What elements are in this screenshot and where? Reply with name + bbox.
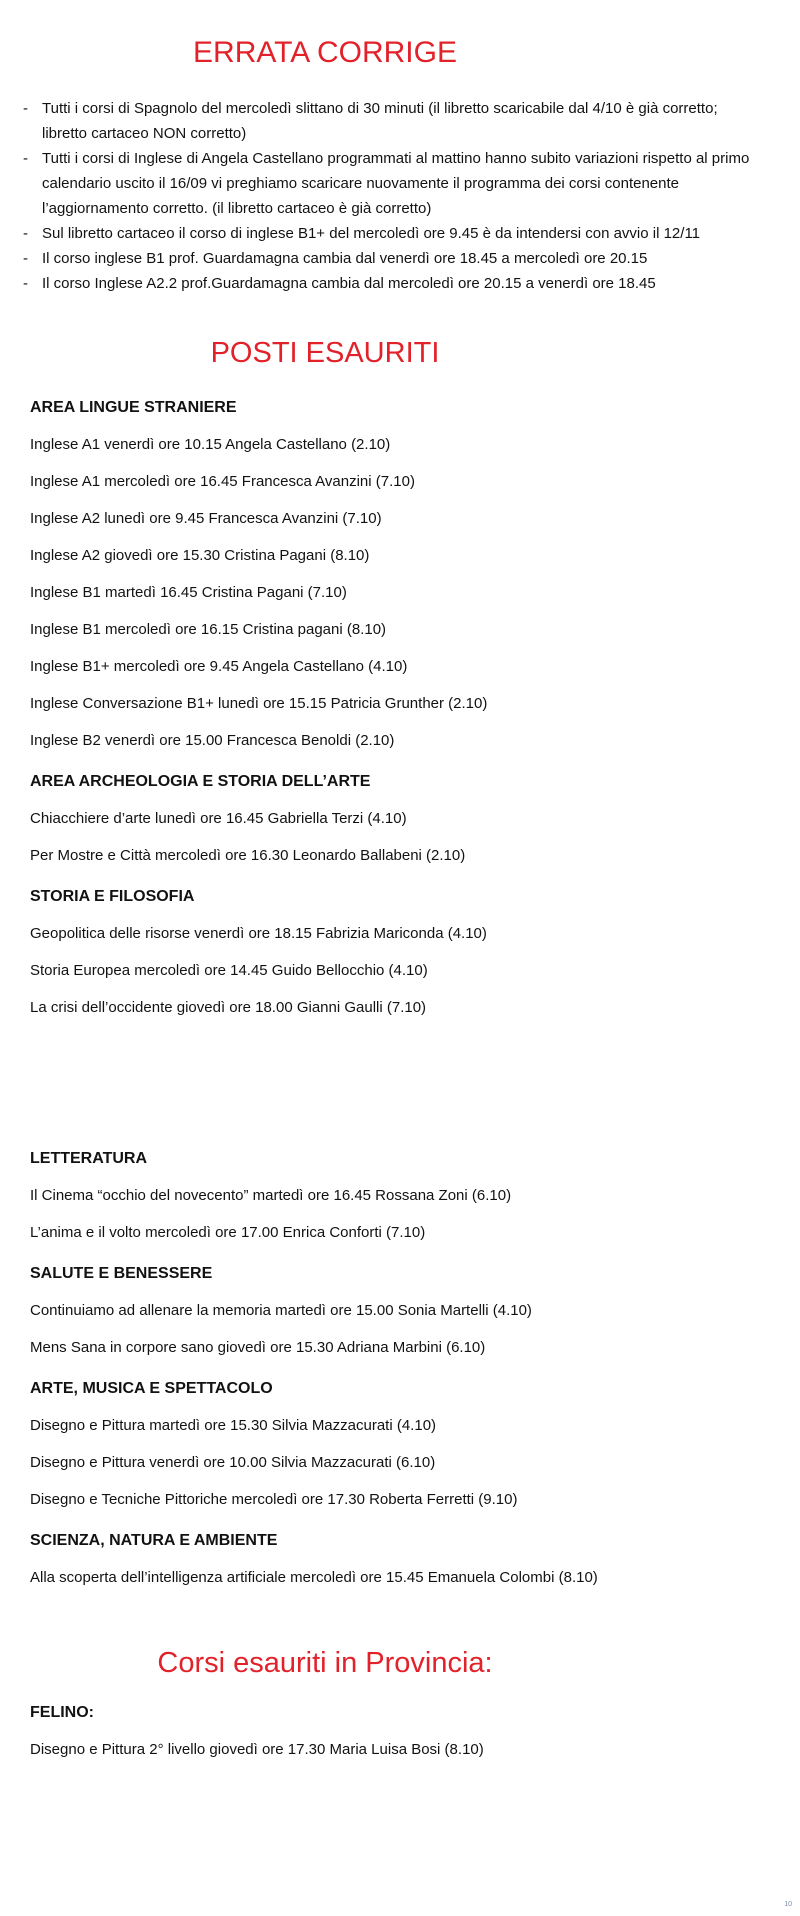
course-entry: Alla scoperta dell’intelligenza artificiale mercoledì ore 15.45 Emanuela Colombi (8.10)	[30, 1569, 598, 1586]
errata-list	[30, 96, 758, 296]
course-section-storia-filosofia	[30, 889, 770, 1016]
provincia-title: Corsi esauriti in Provincia:	[157, 1647, 493, 1679]
errata-item: - Tutti i corsi di Spagnolo del mercoledì slittano di 30 minuti (il libretto scaricabile dal 4/10 è già corretto; libretto cartaceo NON corretto)	[30, 96, 758, 146]
posti-esauriti-title: POSTI ESAURITI	[210, 337, 440, 369]
section-heading: AREA ARCHEOLOGIA E STORIA DELL’ARTE	[30, 773, 371, 790]
course-entry: Chiacchiere d’arte lunedì ore 16.45 Gabriella Terzi (4.10)	[30, 810, 407, 827]
section-heading: FELINO:	[30, 1704, 94, 1721]
course-entry: Inglese A2 lunedì ore 9.45 Francesca Avanzini (7.10)	[30, 510, 382, 527]
course-entry: Storia Europea mercoledì ore 14.45 Guido Bellocchio (4.10)	[30, 962, 428, 979]
course-entry: L’anima e il volto mercoledì ore 17.00 Enrica Conforti (7.10)	[30, 1224, 426, 1241]
section-heading: LETTERATURA	[30, 1150, 148, 1167]
errata-item: - Sul libretto cartaceo il corso di inglese B1+ del mercoledì ore 9.45 è da intendersi con avvio il 12/11	[30, 221, 758, 246]
errata-title: ERRATA CORRIGE	[193, 36, 457, 69]
posti-title-wrap	[30, 336, 620, 370]
course-entry: La crisi dell’occidente giovedì ore 18.00 Gianni Gaulli (7.10)	[30, 999, 427, 1016]
course-section-arte-musica	[30, 1381, 770, 1508]
page-number: 10	[784, 1901, 792, 1908]
course-entry: Inglese B1 martedì 16.45 Cristina Pagani (7.10)	[30, 584, 347, 601]
course-section-lingue	[30, 400, 770, 749]
course-entry: Inglese B2 venerdì ore 15.00 Francesca Benoldi (2.10)	[30, 732, 395, 749]
course-entry: Inglese A1 mercoledì ore 16.45 Francesca Avanzini (7.10)	[30, 473, 415, 490]
errata-title-wrap	[30, 36, 620, 70]
course-section-archeologia	[30, 774, 770, 864]
course-entry: Continuiamo ad allenare la memoria martedì ore 15.00 Sonia Martelli (4.10)	[30, 1302, 532, 1319]
section-heading: ARTE, MUSICA E SPETTACOLO	[30, 1380, 273, 1397]
course-entry: Disegno e Pittura martedì ore 15.30 Silvia Mazzacurati (4.10)	[30, 1417, 437, 1434]
course-section-felino	[30, 1705, 770, 1758]
errata-item: - Tutti i corsi di Inglese di Angela Castellano programmati al mattino hanno subito variazioni rispetto al primo calendario uscito il 16/09 vi preghiamo scaricare nuovamente il programma dei corsi contenente l’aggiornamento corretto. (il libretto cartaceo è già corretto)	[30, 146, 758, 221]
section-heading: SCIENZA, NATURA E AMBIENTE	[30, 1532, 278, 1549]
course-entry: Inglese B1+ mercoledì ore 9.45 Angela Castellano (4.10)	[30, 658, 408, 675]
course-entry: Per Mostre e Città mercoledì ore 16.30 Leonardo Ballabeni (2.10)	[30, 847, 466, 864]
course-entry: Il Cinema “occhio del novecento” martedì ore 16.45 Rossana Zoni (6.10)	[30, 1187, 512, 1204]
provincia-title-wrap	[30, 1646, 620, 1680]
course-entry: Inglese Conversazione B1+ lunedì ore 15.15 Patricia Grunther (2.10)	[30, 695, 488, 712]
section-heading: AREA LINGUE STRANIERE	[30, 399, 237, 416]
course-section-letteratura	[30, 1151, 770, 1241]
course-entry: Disegno e Tecniche Pittoriche mercoledì ore 17.30 Roberta Ferretti (9.10)	[30, 1491, 518, 1508]
course-entry: Mens Sana in corpore sano giovedì ore 15.30 Adriana Marbini (6.10)	[30, 1339, 486, 1356]
course-section-salute	[30, 1266, 770, 1356]
errata-item: - Il corso inglese B1 prof. Guardamagna cambia dal venerdì ore 18.45 a mercoledì ore 20.15	[30, 246, 758, 271]
errata-item: - Il corso Inglese A2.2 prof.Guardamagna cambia dal mercoledì ore 20.15 a venerdì ore 18.45	[30, 271, 758, 296]
page-break-gap	[30, 1016, 770, 1126]
section-heading: SALUTE E BENESSERE	[30, 1265, 213, 1282]
course-entry: Inglese A1 venerdì ore 10.15 Angela Castellano (2.10)	[30, 436, 391, 453]
course-entry: Geopolitica delle risorse venerdì ore 18.15 Fabrizia Mariconda (4.10)	[30, 925, 487, 942]
course-section-scienza	[30, 1533, 770, 1586]
course-entry: Disegno e Pittura venerdì ore 10.00 Silvia Mazzacurati (6.10)	[30, 1454, 436, 1471]
course-entry: Inglese B1 mercoledì ore 16.15 Cristina pagani (8.10)	[30, 621, 387, 638]
course-entry: Disegno e Pittura 2° livello giovedì ore 17.30 Maria Luisa Bosi (8.10)	[30, 1741, 484, 1758]
course-entry: Inglese A2 giovedì ore 15.30 Cristina Pagani (8.10)	[30, 547, 370, 564]
section-heading: STORIA E FILOSOFIA	[30, 888, 195, 905]
